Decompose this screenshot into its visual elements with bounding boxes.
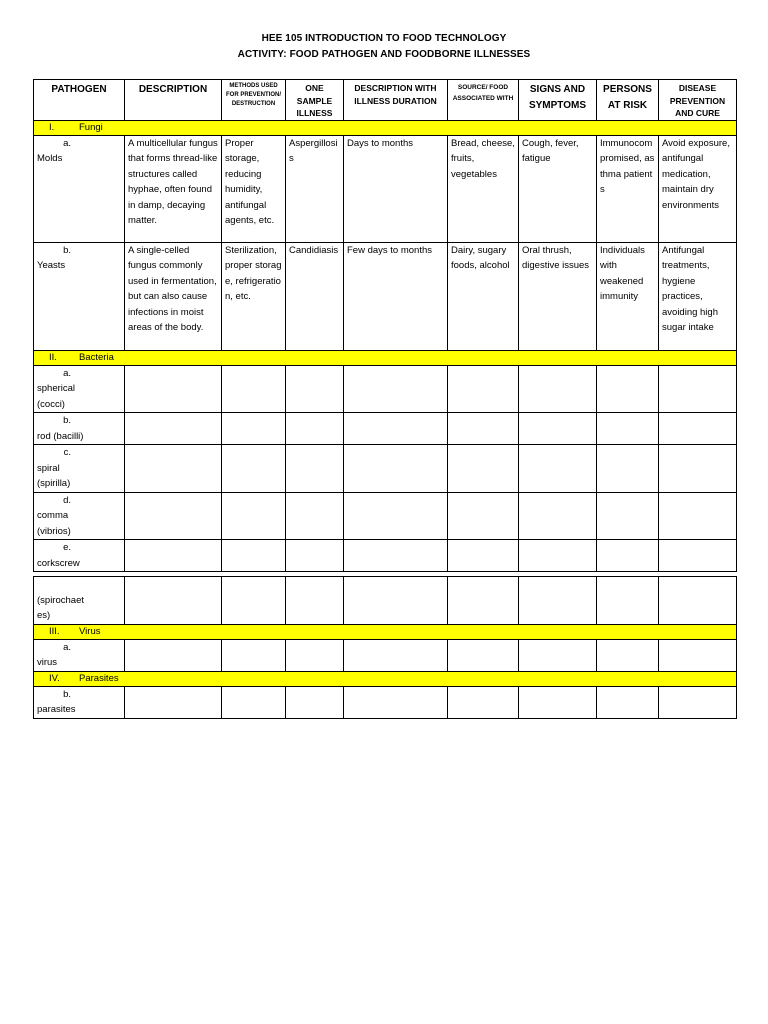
signs-cell: Oral thrush, digestive issues bbox=[519, 242, 597, 350]
pathogen-name: rod (bacilli) bbox=[37, 430, 84, 442]
section-row-virus bbox=[34, 624, 737, 639]
pathogen-name: virus bbox=[37, 657, 58, 668]
header-row bbox=[34, 80, 737, 121]
duration-cell: Days to months bbox=[344, 135, 448, 242]
header-illness-duration: DESCRIPTION WITH ILLNESS DURATION bbox=[344, 80, 448, 121]
table-row bbox=[34, 365, 737, 413]
methods-cell: Proper storage, reducing humidity, antifungal agents, etc. bbox=[222, 135, 286, 242]
pathogen-name: Yeasts bbox=[37, 260, 66, 271]
row-letter: a. bbox=[63, 137, 71, 149]
section-row-fungi bbox=[34, 120, 737, 135]
pathogen-name: spiral (spirilla) bbox=[37, 462, 71, 489]
source-cell: Dairy, sugary foods, alcohol bbox=[448, 242, 519, 350]
source-cell: Bread, cheese, fruits, vegetables bbox=[448, 135, 519, 242]
header-signs: SIGNS AND SYMPTOMS bbox=[519, 80, 597, 121]
persons-cell: Individuals with weakened immunity bbox=[597, 242, 659, 350]
activity-title: ACTIVITY: FOOD PATHOGEN AND FOODBORNE ILLNESSES bbox=[237, 49, 531, 60]
prevention-cell: Antifungal treatments, hygiene practices, avoiding high sugar intake bbox=[659, 242, 737, 350]
row-letter: c. bbox=[63, 447, 71, 458]
table-row bbox=[34, 242, 737, 350]
row-letter: b. bbox=[63, 688, 71, 700]
pathogen-name: (spirochaetes) bbox=[37, 594, 84, 621]
methods-cell: Sterilization, proper storage, refrigeration, etc. bbox=[222, 242, 286, 350]
header-prevention: DISEASE PREVENTION AND CURE bbox=[659, 80, 737, 121]
signs-cell: Cough, fever, fatigue bbox=[519, 135, 597, 242]
prevention-cell: Avoid exposure, antifungal medication, maintain dry environments bbox=[659, 135, 737, 242]
row-letter: b. bbox=[63, 244, 71, 256]
table-row bbox=[34, 686, 737, 718]
table-row bbox=[34, 492, 737, 540]
pathogen-table-continued bbox=[33, 576, 737, 719]
pathogen-name: parasites bbox=[37, 704, 76, 715]
row-letter: e. bbox=[63, 542, 71, 553]
description-cell: A single-celled fungus commonly used in fermentation, but can also cause infections in moist areas of the body. bbox=[125, 242, 222, 350]
pathogen-name: comma (vibrios) bbox=[37, 510, 71, 537]
pathogen-table bbox=[33, 79, 737, 572]
persons-cell: Immunocompromised, asthma patients bbox=[597, 135, 659, 242]
section-number: III. bbox=[49, 625, 60, 637]
illness-cell: Candidiasis bbox=[286, 242, 344, 350]
section-row-bacteria bbox=[34, 350, 737, 365]
table-row bbox=[34, 413, 737, 445]
table-row bbox=[34, 445, 737, 493]
section-label: Parasites bbox=[79, 672, 119, 684]
table-row bbox=[34, 639, 737, 671]
row-letter: a. bbox=[63, 367, 71, 379]
illness-cell: Aspergillosis bbox=[286, 135, 344, 242]
description-cell: A multicellular fungus that forms thread-like structures called hyphae, often found in damp, decaying matter. bbox=[125, 135, 222, 242]
section-label: Fungi bbox=[79, 121, 103, 133]
row-letter: d. bbox=[63, 494, 71, 506]
table-row bbox=[34, 135, 737, 242]
pathogen-name: spherical (cocci) bbox=[37, 383, 76, 410]
row-letter: b. bbox=[63, 415, 71, 426]
section-number: I. bbox=[49, 121, 55, 133]
header-description: DESCRIPTION bbox=[125, 80, 222, 121]
pathogen-name: Molds bbox=[37, 153, 63, 164]
pathogen-name: corkscrew bbox=[37, 557, 80, 569]
section-number: II. bbox=[49, 351, 57, 363]
section-row-parasites bbox=[34, 671, 737, 686]
table-row bbox=[34, 577, 737, 625]
header-pathogen: PATHOGEN bbox=[34, 80, 125, 121]
header-persons: PERSONS AT RISK bbox=[597, 80, 659, 121]
header-methods: METHODS USED FOR PREVENTION/ DESTRUCTION bbox=[222, 80, 286, 121]
section-label: Bacteria bbox=[79, 351, 114, 363]
table-row bbox=[34, 540, 737, 572]
duration-cell: Few days to months bbox=[344, 242, 448, 350]
section-number: IV. bbox=[49, 672, 60, 684]
header-sample-illness: ONE SAMPLE ILLNESS bbox=[286, 80, 344, 121]
section-label: Virus bbox=[79, 625, 101, 637]
document-title: HEE 105 INTRODUCTION TO FOOD TECHNOLOGY bbox=[261, 33, 507, 44]
row-letter: a. bbox=[63, 641, 71, 653]
header-source: SOURCE/ FOOD ASSOCIATED WITH bbox=[448, 80, 519, 121]
